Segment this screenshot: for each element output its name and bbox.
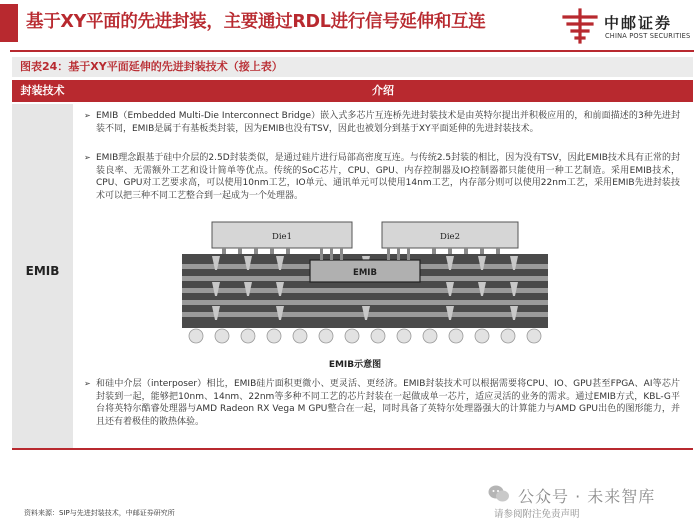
table-header: [12, 80, 693, 102]
watermark: [488, 484, 694, 520]
bullet-item: [84, 152, 680, 202]
header-cell-introduction: 介绍: [372, 84, 394, 97]
table-bottom-rule: [12, 448, 693, 450]
source-note: 资料来源：SIP与先进封装技术，中邮证券研究所: [24, 509, 175, 517]
watermark-text: 公众号 · 未来智库: [518, 487, 656, 506]
solder-balls: [189, 329, 541, 343]
diagram-caption: EMIB示意图: [328, 360, 382, 370]
die-2-label: Die2: [440, 232, 460, 242]
emib-bridge-label: EMIB: [353, 268, 377, 278]
row-label-emib: EMIB: [25, 264, 60, 278]
substrate-layer: [182, 288, 548, 293]
emib-diagram: [182, 218, 548, 368]
substrate-layer: [182, 300, 548, 305]
company-logo: [560, 8, 696, 48]
die-1-label: Die1: [272, 232, 292, 242]
bullet-text: EMIB（Embedded Multi-Die Interconnect Bridge）嵌入式多芯片互连桥先进封装技术是由英特尔提出并积极应用的，和前面描述的3种先进封装不同，EMIB是属于有基板类封装，因为EMIB也没有TSV，因此也被划分到基于XY平面延伸的先进封装技术。: [96, 111, 680, 134]
logo-english-name: CHINA POST SECURITIES: [605, 32, 691, 40]
logo-chinese-name: 中邮证券: [604, 14, 673, 32]
bullet-item: [84, 378, 680, 428]
china-post-logo-icon: [560, 8, 600, 44]
bullet-marker-icon: ➢: [84, 111, 91, 120]
bullet-marker-icon: ➢: [84, 153, 91, 162]
bullet-item: [84, 110, 680, 135]
bullet-marker-icon: ➢: [84, 379, 91, 388]
bullet-text: 和硅中介层（interposer）相比，EMIB硅片面积更微小、更灵活、更经济。EMIB封装技术可以根据需要将CPU、IO、GPU甚至FPGA、AI等芯片封装到一起，能够把10nm、14nm、22nm等多种不同工艺的芯片封装在一起做成单一芯片，适应灵活的业务的需求。通过EMIB方式，KBL-G平台将英特尔酷睿处理器与AMD Radeon RX Vega M GPU整合在一起，同时具备了英特尔处理器强大的计算能力与AMD GPU出色的图形能力，并且还有着极佳的散热体验。: [96, 379, 680, 427]
figure-caption: 图表24：基于XY平面延伸的先进封装技术（接上表）: [12, 57, 693, 77]
header-cell-technology: 封装技术: [20, 84, 65, 97]
disclaimer-note: 请参阅附注免责声明: [494, 509, 580, 520]
wechat-icon: [488, 484, 510, 504]
bullet-text: EMIB理念跟基于硅中介层的2.5D封装类似，是通过硅片进行局部高密度互连。与传统2.5封装的相比，因为没有TSV，因此EMIB技术具有正常的封装良率、无需额外工艺和设计简单等优点。传统的SoC芯片，CPU、GPU、内存控制器及IO控制器都只能使用一种工艺制造。采用EMIB技术，CPU、GPU对工艺要求高，可以使用10nm工艺，IO单元、通讯单元可以使用14nm工艺，内存部分则可以使用22nm工艺，采用EMIB先进封装技术可以把三种不同工艺整合到一起成为一个处理器。: [96, 153, 680, 201]
title-accent-bar: [0, 4, 18, 42]
page-title: 基于XY平面的先进封装，主要通过RDL进行信号延伸和互连: [26, 12, 486, 32]
header-rule: [10, 50, 694, 52]
row-label-cell: [12, 104, 73, 448]
